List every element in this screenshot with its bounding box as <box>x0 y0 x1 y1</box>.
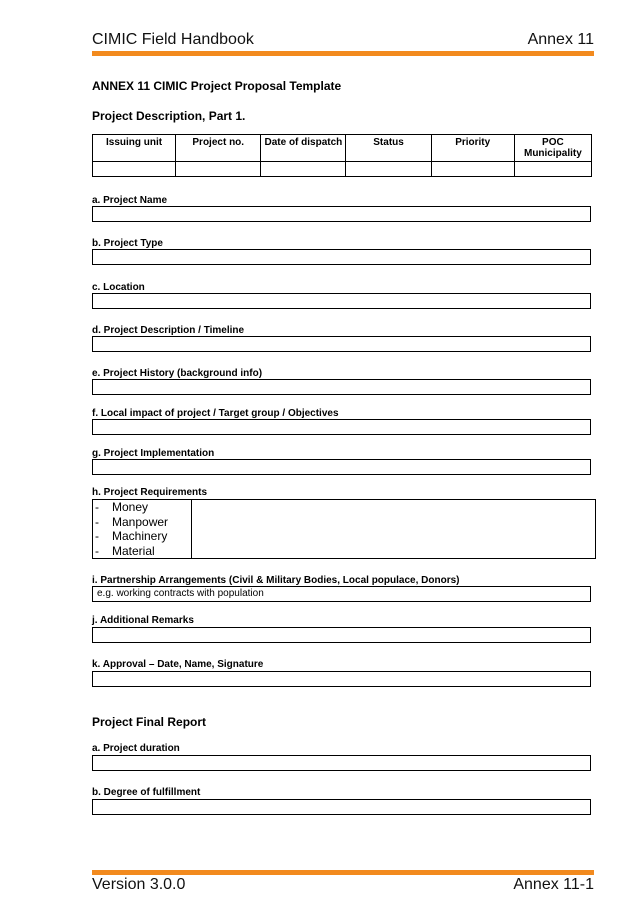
date-of-dispatch-field[interactable] <box>261 162 346 177</box>
header-handbook-title: CIMIC Field Handbook <box>92 31 254 48</box>
status-field[interactable] <box>346 162 431 177</box>
list-item: - Material <box>95 543 155 558</box>
label-project-history: e. Project History (background info) <box>92 368 263 379</box>
header-annex-label: Annex 11 <box>527 31 594 48</box>
label-partnership-arrangements: i. Partnership Arrangements (Civil & Military Bodies, Local populace, Donors) <box>92 575 460 586</box>
project-history-field[interactable] <box>92 379 591 395</box>
col-poc-municipality: POC Municipality <box>514 135 591 162</box>
location-field[interactable] <box>92 293 591 309</box>
project-name-field[interactable] <box>92 206 591 222</box>
label-additional-remarks: j. Additional Remarks <box>92 615 194 626</box>
col-project-no: Project no. <box>176 135 261 162</box>
col-status: Status <box>346 135 431 162</box>
requirements-details-field[interactable] <box>192 500 595 558</box>
page-title: ANNEX 11 CIMIC Project Proposal Template <box>92 79 342 93</box>
list-item: - Machinery <box>95 529 168 543</box>
header-accent-bar <box>92 51 594 56</box>
local-impact-field[interactable] <box>92 419 591 435</box>
list-item: - Manpower <box>95 514 169 529</box>
project-description-field[interactable] <box>92 336 591 352</box>
label-approval: k. Approval – Date, Name, Signature <box>92 659 264 670</box>
label-project-description: d. Project Description / Timeline <box>92 325 245 336</box>
project-no-field[interactable] <box>176 162 261 177</box>
label-project-name: a. Project Name <box>92 195 168 206</box>
label-degree-of-fulfillment: b. Degree of fulfillment <box>92 787 201 798</box>
additional-remarks-field[interactable] <box>92 627 591 643</box>
approval-field[interactable] <box>92 671 591 687</box>
col-issuing-unit: Issuing unit <box>93 135 176 162</box>
partnership-hint: e.g. working contracts with population <box>97 588 264 599</box>
project-requirements-box <box>92 499 596 559</box>
footer-accent-bar <box>92 870 594 875</box>
project-description-table <box>92 134 592 177</box>
label-project-implementation: g. Project Implementation <box>92 448 215 459</box>
col-priority: Priority <box>431 135 514 162</box>
label-location: c. Location <box>92 282 145 293</box>
label-project-requirements: h. Project Requirements <box>92 487 208 498</box>
project-duration-field[interactable] <box>92 755 591 771</box>
project-implementation-field[interactable] <box>92 459 591 475</box>
project-type-field[interactable] <box>92 249 591 265</box>
priority-field[interactable] <box>431 162 514 177</box>
partnership-arrangements-field[interactable] <box>92 586 591 602</box>
issuing-unit-field[interactable] <box>93 162 176 177</box>
poc-municipality-field[interactable] <box>514 162 591 177</box>
degree-of-fulfillment-field[interactable] <box>92 799 591 815</box>
list-item: - Money <box>95 500 149 514</box>
label-local-impact: f. Local impact of project / Target group / Objectives <box>92 408 339 419</box>
final-report-title: Project Final Report <box>92 715 207 729</box>
footer-page-label: Annex 11-1 <box>513 876 594 893</box>
col-date-of-dispatch: Date of dispatch <box>261 135 346 162</box>
part1-title: Project Description, Part 1. <box>92 109 246 123</box>
footer-version: Version 3.0.0 <box>92 876 186 893</box>
label-project-duration: a. Project duration <box>92 743 180 754</box>
requirements-list <box>93 500 192 558</box>
label-project-type: b. Project Type <box>92 238 163 249</box>
